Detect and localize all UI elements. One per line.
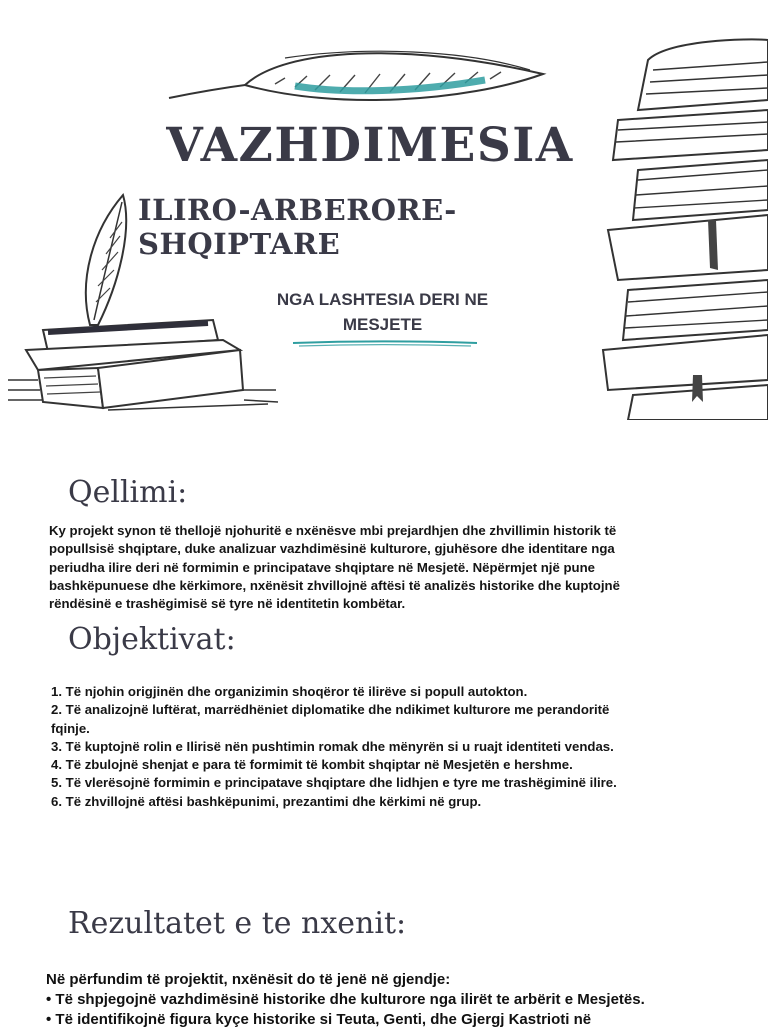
- list-item: • Të shpjegojnë vazhdimësinë historike dhe kulturore nga ilirët te arbërit e Mesjetës.: [46, 990, 756, 1010]
- rezultatet-list: [46, 990, 756, 1030]
- section-heading-qellimi: Qellimi:: [68, 475, 188, 510]
- books-stack-right-illustration: [598, 30, 768, 420]
- qellimi-paragraph: [49, 522, 719, 613]
- page-title: VAZHDIMESIA: [166, 118, 574, 173]
- quill-feather-illustration: [165, 40, 550, 110]
- paragraph-line: Ky projekt synon të thellojë njohuritë e nxënësve mbi prejardhjen dhe zhvillimin historik të: [49, 523, 617, 538]
- tagline: [240, 287, 525, 337]
- teal-divider: [291, 340, 479, 348]
- list-item: fqinje.: [51, 720, 90, 736]
- list-item: 1. Të njohin origjinën dhe organizimin shoqëror të ilirëve si popull autokton.: [51, 684, 528, 699]
- paragraph-line: periudha ilire deri në formimin e principatave shqiptare në Mesjetë. Nëpërmjet një pune: [49, 559, 595, 575]
- paragraph-line: bashkëpunuese dhe kërkimore, nxënësit zhvillojnë aftësi të analizës historike dhe kuptojnë: [49, 577, 620, 593]
- list-item: 4. Të zbulojnë shenjat e para të formimit të kombit shqiptar në Mesjetën e hershme.: [51, 757, 573, 773]
- page-subtitle: ILIRO-ARBERORE-SHQIPTARE: [138, 193, 457, 261]
- paragraph-line: rëndësinë e trashëgimisë së tyre në identitetin kombëtar.: [49, 596, 406, 612]
- objektivat-list: [51, 683, 721, 811]
- paragraph-line: popullsisë shqiptare, duke analizuar vazhdimësinë kulturore, gjuhësore dhe identitare nga: [49, 541, 615, 557]
- list-item: 3. Të kuptojnë rolin e Ilirisë nën pushtimin romak dhe mënyrën si u ruajt identiteti vendas.: [51, 738, 614, 754]
- tagline-line: MESJETE: [342, 315, 423, 334]
- list-item: • Të identifikojnë figura kyçe historike si Teuta, Genti, dhe Gjergj Kastrioti në: [46, 1010, 756, 1030]
- section-heading-objektivat: Objektivat:: [68, 622, 236, 657]
- section-heading-rezultatet: Rezultatet e te nxenit:: [68, 906, 407, 941]
- list-item: 5. Të vlerësojnë formimin e principatave shqiptare dhe lidhjen e tyre me trashëgiminë ilire.: [51, 775, 617, 791]
- tagline-line: NGA LASHTESIA DERI NE: [276, 290, 489, 309]
- list-item: 2. Të analizojnë luftërat, marrëdhëniet diplomatike dhe ndikimet kulturore me perandoritë: [51, 702, 610, 718]
- list-item: 6. Të zhvillojnë aftësi bashkëpunimi, prezantimi dhe kërkimi në grup.: [51, 793, 482, 809]
- rezultatet-intro: Në përfundim të projektit, nxënësit do të jenë në gjendje:: [46, 971, 451, 988]
